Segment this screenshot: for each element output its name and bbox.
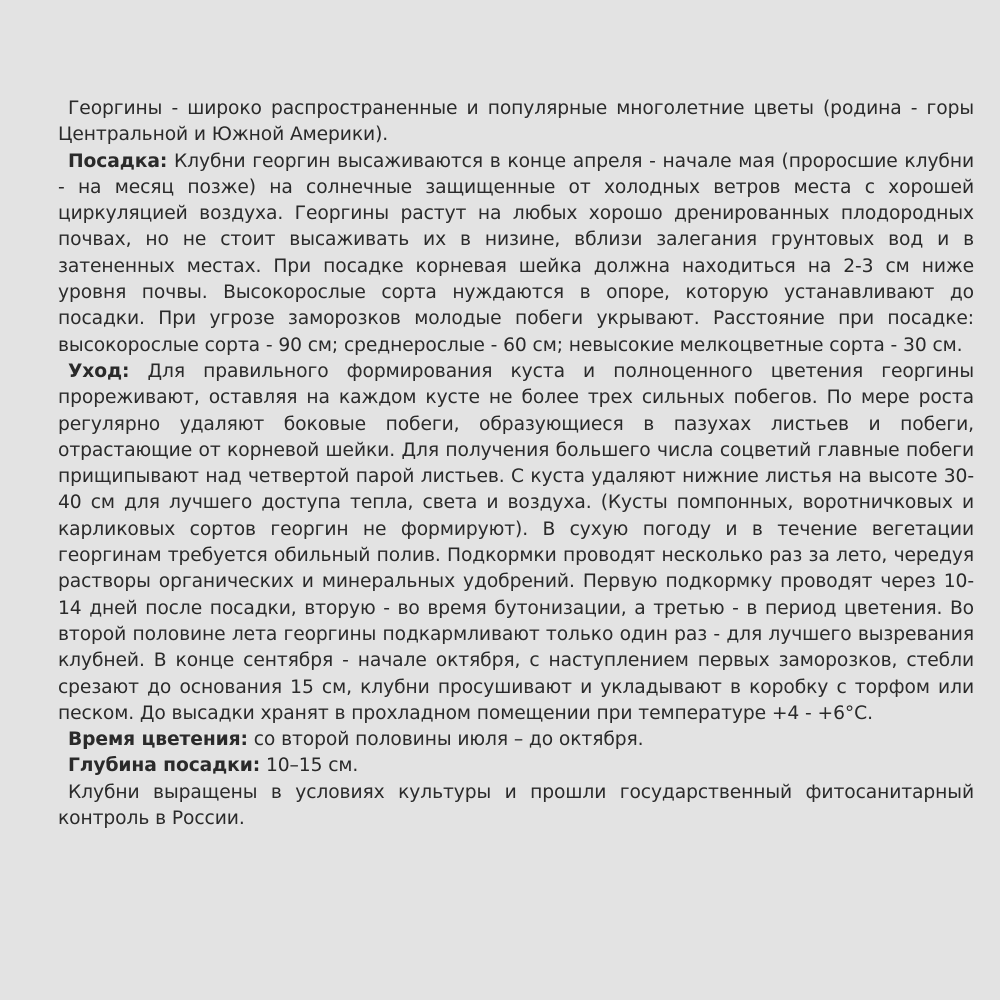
planting-heading: Посадка: [68,150,168,172]
intro-text: Георгины - широко распространенные и популярные многолетние цветы (родина - горы Центральной и Южной Америки). [58,98,974,146]
care-text: Для правильного формирования куста и полноценного цветения георгины прореживают, оставляя на каждом кусте не более трех сильных побегов. По мере роста регулярно удаляют боковые побеги, образующиеся в пазухах листьев и побеги, отрастающие от корневой шейки. Для получения большего числа соцветий главные побеги прищипывают над четвертой парой листьев. С куста удаляют нижние листья на высоте 30-40 см для лучшего доступа тепла, света и воздуха. (Кусты помпонных, воротничковых и карликовых сортов георгин не формируют). В сухую погоду и в течение вегетации георгинам требуется обильный полив. Подкормки проводят несколько раз за лето, чередуя растворы органических и минеральных удобрений. Первую подкормку проводят через 10-14 дней после посадки, вторую - во время бутонизации, а третью - в период цветения. Во второй половине лета георгины подкармливают только один раз - для лучшего вызревания клубней. В конце сентября - начале октября, с наступлением первых заморозков, стебли срезают до основания 15 см, клубни просушивают и укладывают в коробку с торфом или песком. До высадки хранят в прохладном помещении при температуре +4 - +6°С. [58,360,974,724]
closing-text: Клубни выращены в условиях культуры и прошли государственный фитосанитарный контроль в России. [58,781,974,830]
closing-paragraph [58,780,974,833]
depth-text: 10–15 см. [260,755,359,777]
care-heading: Уход: [68,360,130,382]
depth-heading: Глубина посадки: [68,755,261,777]
text-block [58,96,974,832]
planting-text: Клубни георгин высаживаются в конце апреля - начале мая (проросшие клубни - на месяц позже) на солнечные защищенные от холодных ветров места с хорошей циркуляцией воздуха. Георгины растут на любых хорошо дренированных плодородных почвах, но не стоит высаживать их в низине, вблизи залегания грунтовых вод и в затененных местах. При посадке корневая шейка должна находиться на 2-3 см ниже уровня почвы. Высокорослые сорта нуждаются в опоре, которую устанавливают до посадки. При угрозе заморозков молодые побеги укрывают. Расстояние при посадке: высокорослые сорта - 90 см; среднерослые - 60 см; невысокие мелкоцветные сорта - 30 см. [58,150,974,356]
intro-paragraph [58,96,974,149]
planting-paragraph [58,149,974,359]
care-paragraph [58,359,974,727]
bloom-heading: Время цветения: [68,729,248,751]
bloom-text: со второй половины июля – до октября. [247,729,644,751]
bloom-paragraph [58,727,974,753]
depth-paragraph [58,753,974,779]
